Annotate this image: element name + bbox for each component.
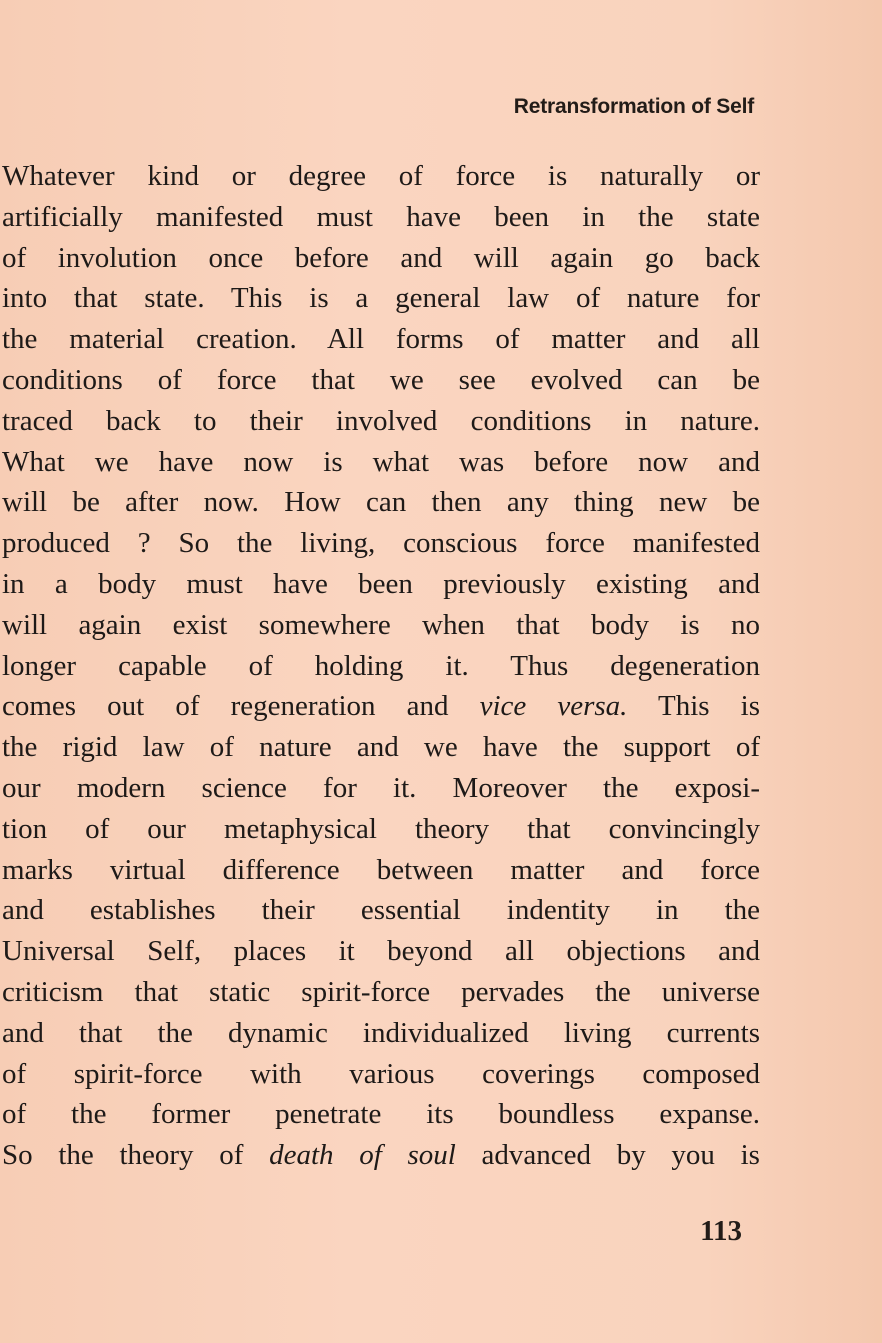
text-line (2, 156, 760, 197)
text-line (2, 1013, 760, 1054)
text-line (2, 809, 760, 850)
text-segment: the material creation. All forms of matter and all (2, 323, 760, 356)
text-segment: longer capable of holding it. Thus degeneration (2, 649, 760, 682)
text-segment: traced back to their involved conditions in nature. (2, 404, 760, 437)
text-segment: comes out of regeneration and (2, 690, 480, 723)
text-line (2, 319, 760, 360)
text-segment: into that state. This is a general law of nature for (2, 282, 760, 315)
text-line (2, 197, 760, 238)
text-line (2, 890, 760, 931)
text-line (2, 646, 760, 687)
text-segment: marks virtual difference between matter and force (2, 853, 760, 886)
text-segment: artificially manifested must have been in the state (2, 200, 760, 233)
text-line (2, 238, 760, 279)
text-line (2, 278, 760, 319)
text-line (2, 686, 760, 727)
text-line (2, 850, 760, 891)
text-line (2, 482, 760, 523)
text-line (2, 564, 760, 605)
text-segment: What we have now is what was before now and (2, 445, 760, 478)
text-segment: produced ? So the living, conscious force manifested (2, 527, 760, 560)
text-segment: the rigid law of nature and we have the support of (2, 731, 760, 764)
text-segment: will be after now. How can then any thing new be (2, 486, 760, 519)
text-segment: and establishes their essential indentity in the (2, 894, 760, 927)
text-segment: our modern science for it. Moreover the exposi- (2, 771, 760, 804)
italic-phrase: death of soul (269, 1139, 456, 1172)
text-line (2, 1135, 760, 1176)
text-segment: Whatever kind or degree of force is naturally or (2, 160, 760, 192)
text-line (2, 972, 760, 1013)
text-line (2, 523, 760, 564)
text-line (2, 360, 760, 401)
text-segment: advanced by you is (455, 1139, 760, 1172)
text-segment: criticism that static spirit-force pervades the universe (2, 975, 760, 1008)
text-line (2, 727, 760, 768)
text-segment: and that the dynamic individualized living currents (2, 1016, 760, 1049)
text-segment: tion of our metaphysical theory that convincingly (2, 812, 760, 845)
text-segment: So the theory of (2, 1139, 270, 1172)
text-line (2, 1054, 760, 1095)
text-segment: in a body must have been previously existing and (2, 567, 760, 600)
text-segment: of involution once before and will again go back (2, 241, 760, 274)
text-segment: will again exist somewhere when that body is no (2, 608, 760, 641)
text-segment: Universal Self, places it beyond all objections and (2, 935, 760, 968)
text-line (2, 442, 760, 483)
text-line (2, 605, 760, 646)
body-text (2, 156, 760, 1176)
text-line (2, 768, 760, 809)
text-line (2, 401, 760, 442)
text-line (2, 1094, 760, 1135)
text-line (2, 931, 760, 972)
italic-phrase: vice versa. (479, 690, 628, 723)
text-segment: conditions of force that we see evolved can be (2, 363, 760, 396)
running-head: Retransformation of Self (513, 95, 754, 118)
page-number: 113 (700, 1215, 742, 1247)
text-segment: of spirit-force with various coverings composed (2, 1057, 760, 1090)
text-segment: of the former penetrate its boundless expanse. (2, 1098, 760, 1131)
text-segment: This is (627, 690, 760, 723)
